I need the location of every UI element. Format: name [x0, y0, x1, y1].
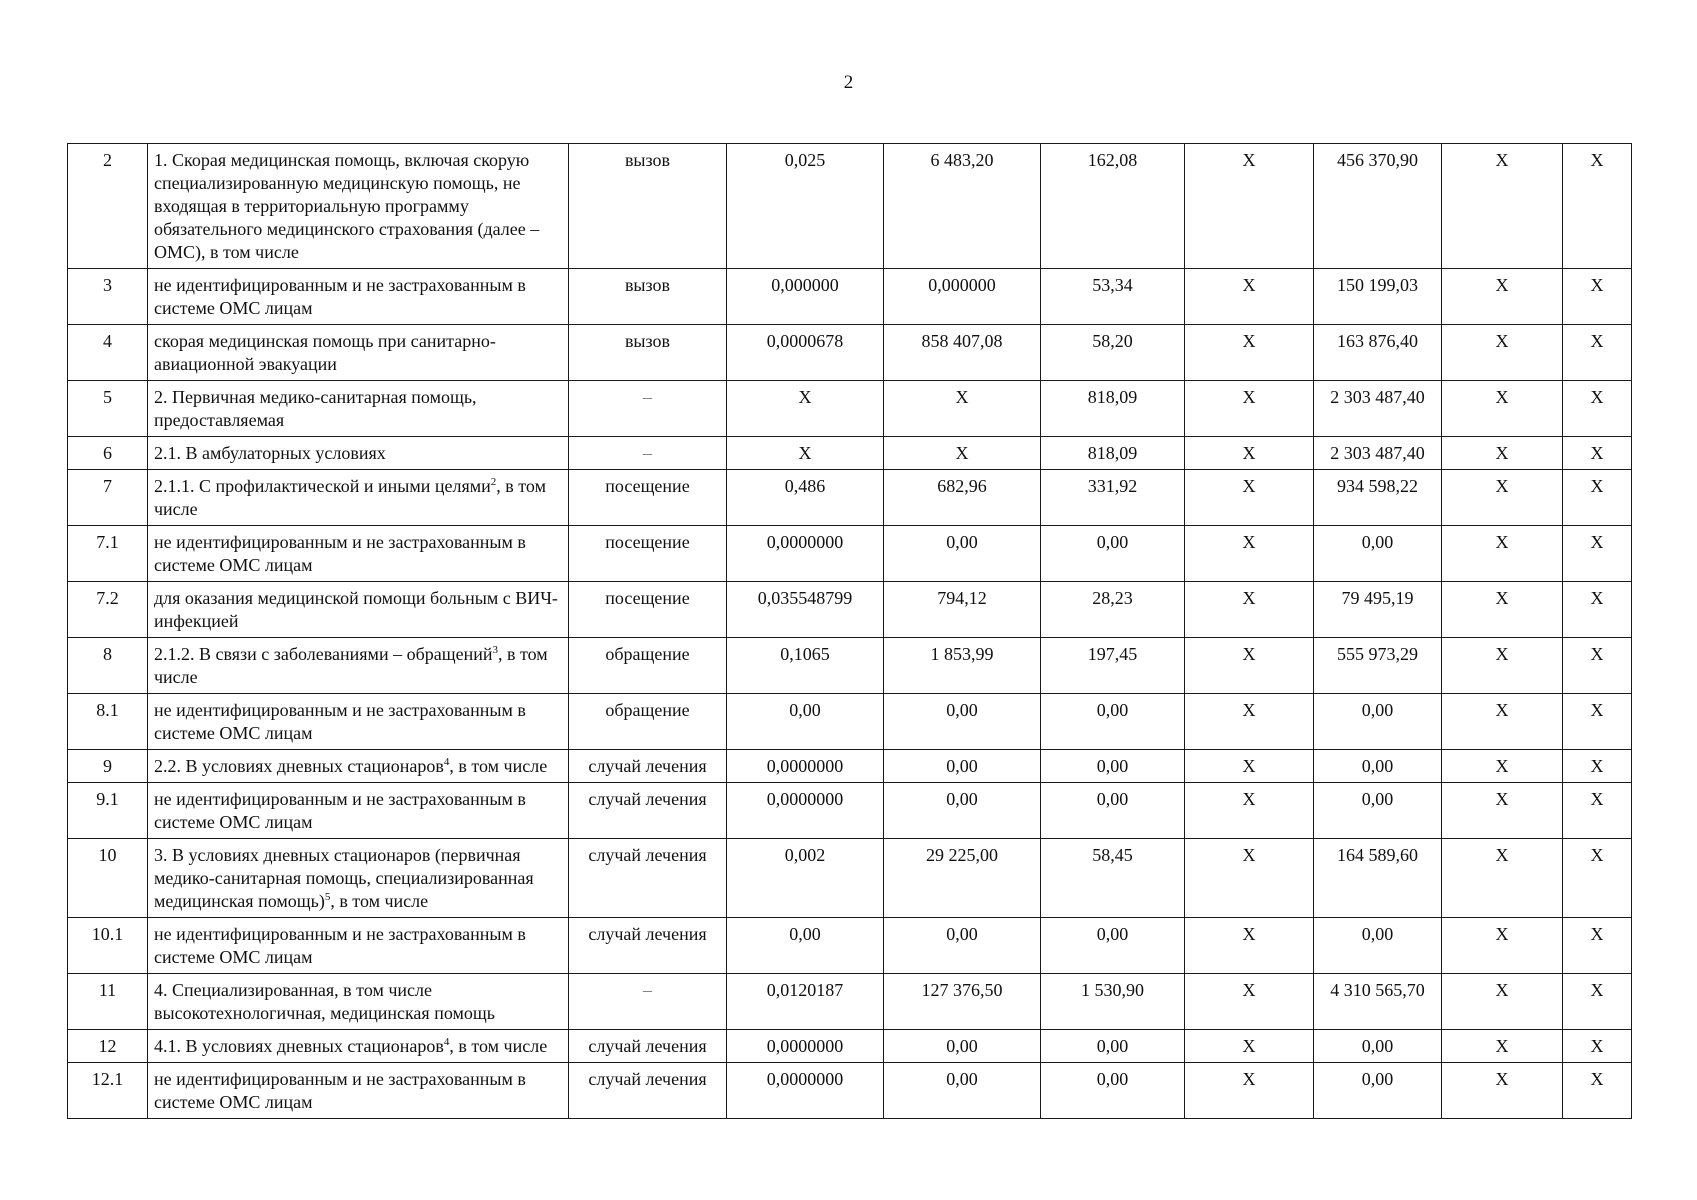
per-capita-cell: 0,00 — [1041, 918, 1185, 974]
unit-cell: – — [569, 437, 727, 470]
table-row — [68, 470, 1632, 526]
volume-cell: 0,002 — [727, 839, 884, 918]
description-cell — [148, 437, 569, 470]
description-cell — [148, 839, 569, 918]
description-text: 3. В условиях дневных стационаров (первичная медико-санитарная помощь, специализированная медицинская помощь) — [154, 845, 534, 911]
table-row — [68, 269, 1632, 325]
per-capita-oms-cell: X — [1185, 582, 1314, 638]
total-oms-cell: X — [1442, 1030, 1563, 1063]
table-row — [68, 1030, 1632, 1063]
total-budget-cell: 163 876,40 — [1314, 325, 1442, 381]
total-oms-cell: X — [1442, 974, 1563, 1030]
unit-cell: случай лечения — [569, 1063, 727, 1119]
per-capita-cell: 818,09 — [1041, 381, 1185, 437]
unit-cell: вызов — [569, 144, 727, 269]
total-oms-cell: X — [1442, 470, 1563, 526]
description-text: не идентифицированным и не застрахованным в системе ОМС лицам — [154, 700, 526, 743]
row-number-cell: 4 — [68, 325, 148, 381]
share-cell: X — [1563, 269, 1632, 325]
table-row — [68, 783, 1632, 839]
description-text: 2.1.1. С профилактической и иными целями — [154, 476, 491, 496]
description-cell — [148, 381, 569, 437]
row-number-cell: 7.2 — [68, 582, 148, 638]
volume-cell: 0,0000000 — [727, 783, 884, 839]
description-text: 2.1. В амбулаторных условиях — [154, 443, 386, 463]
description-cell — [148, 144, 569, 269]
share-cell: X — [1563, 325, 1632, 381]
total-oms-cell: X — [1442, 582, 1563, 638]
description-cell — [148, 750, 569, 783]
total-oms-cell: X — [1442, 437, 1563, 470]
unit-cell: случай лечения — [569, 918, 727, 974]
total-budget-cell: 934 598,22 — [1314, 470, 1442, 526]
per-capita-oms-cell: X — [1185, 1063, 1314, 1119]
total-budget-cell: 2 303 487,40 — [1314, 437, 1442, 470]
unit-cost-cell: 0,00 — [884, 526, 1041, 582]
row-number-cell: 3 — [68, 269, 148, 325]
per-capita-cell: 58,45 — [1041, 839, 1185, 918]
description-cell — [148, 470, 569, 526]
unit-cost-cell: 1 853,99 — [884, 638, 1041, 694]
unit-cost-cell: 0,00 — [884, 918, 1041, 974]
total-oms-cell: X — [1442, 526, 1563, 582]
per-capita-oms-cell: X — [1185, 638, 1314, 694]
footnote-ref: 4 — [443, 756, 450, 768]
unit-cost-cell: X — [884, 381, 1041, 437]
per-capita-cell: 331,92 — [1041, 470, 1185, 526]
description-text: 4.1. В условиях дневных стационаров — [154, 1036, 444, 1056]
per-capita-oms-cell: X — [1185, 1030, 1314, 1063]
per-capita-oms-cell: X — [1185, 269, 1314, 325]
unit-cell: обращение — [569, 638, 727, 694]
program-cost-table — [67, 143, 1632, 1119]
description-text: не идентифицированным и не застрахованным в системе ОМС лицам — [154, 924, 526, 967]
table-row — [68, 325, 1632, 381]
share-cell: X — [1563, 839, 1632, 918]
description-cell — [148, 783, 569, 839]
row-number-cell: 8.1 — [68, 694, 148, 750]
total-budget-cell: 555 973,29 — [1314, 638, 1442, 694]
description-cell — [148, 269, 569, 325]
total-oms-cell: X — [1442, 750, 1563, 783]
total-budget-cell: 150 199,03 — [1314, 269, 1442, 325]
share-cell: X — [1563, 1063, 1632, 1119]
description-cell — [148, 1063, 569, 1119]
description-text: 2.2. В условиях дневных стационаров — [154, 756, 444, 776]
total-budget-cell: 0,00 — [1314, 918, 1442, 974]
unit-cell: – — [569, 381, 727, 437]
volume-cell: 0,000000 — [727, 269, 884, 325]
total-budget-cell: 2 303 487,40 — [1314, 381, 1442, 437]
unit-cell: посещение — [569, 582, 727, 638]
share-cell: X — [1563, 974, 1632, 1030]
per-capita-cell: 0,00 — [1041, 783, 1185, 839]
total-oms-cell: X — [1442, 783, 1563, 839]
unit-cell: случай лечения — [569, 1030, 727, 1063]
per-capita-cell: 197,45 — [1041, 638, 1185, 694]
volume-cell: 0,486 — [727, 470, 884, 526]
unit-cell: случай лечения — [569, 839, 727, 918]
table-row — [68, 839, 1632, 918]
per-capita-oms-cell: X — [1185, 470, 1314, 526]
row-number-cell: 10.1 — [68, 918, 148, 974]
unit-cell: обращение — [569, 694, 727, 750]
unit-cost-cell: 127 376,50 — [884, 974, 1041, 1030]
table-row — [68, 918, 1632, 974]
unit-cost-cell: 0,00 — [884, 1030, 1041, 1063]
unit-cost-cell: 682,96 — [884, 470, 1041, 526]
table-body — [68, 144, 1632, 1119]
per-capita-oms-cell: X — [1185, 325, 1314, 381]
per-capita-cell: 818,09 — [1041, 437, 1185, 470]
table-row — [68, 437, 1632, 470]
description-tail: , в том числе — [154, 644, 548, 687]
total-oms-cell: X — [1442, 269, 1563, 325]
table-row — [68, 381, 1632, 437]
per-capita-cell: 1 530,90 — [1041, 974, 1185, 1030]
description-text: 4. Специализированная, в том числе высокотехнологичная, медицинская помощь — [154, 980, 495, 1023]
table-row — [68, 144, 1632, 269]
volume-cell: 0,0000000 — [727, 526, 884, 582]
per-capita-oms-cell: X — [1185, 144, 1314, 269]
unit-cost-cell: X — [884, 437, 1041, 470]
total-budget-cell: 0,00 — [1314, 1063, 1442, 1119]
row-number-cell: 8 — [68, 638, 148, 694]
per-capita-oms-cell: X — [1185, 839, 1314, 918]
description-text: 2. Первичная медико-санитарная помощь, предоставляемая — [154, 387, 477, 430]
total-oms-cell: X — [1442, 638, 1563, 694]
table-row — [68, 526, 1632, 582]
share-cell: X — [1563, 470, 1632, 526]
description-tail: , в том числе — [449, 1036, 548, 1056]
volume-cell: 0,0120187 — [727, 974, 884, 1030]
footnote-ref: 5 — [324, 891, 331, 903]
total-budget-cell: 0,00 — [1314, 1030, 1442, 1063]
per-capita-cell: 0,00 — [1041, 1063, 1185, 1119]
per-capita-cell: 0,00 — [1041, 1030, 1185, 1063]
share-cell: X — [1563, 144, 1632, 269]
per-capita-oms-cell: X — [1185, 381, 1314, 437]
description-cell — [148, 918, 569, 974]
description-text: не идентифицированным и не застрахованным в системе ОМС лицам — [154, 532, 526, 575]
description-cell — [148, 1030, 569, 1063]
unit-cell: случай лечения — [569, 750, 727, 783]
volume-cell: 0,035548799 — [727, 582, 884, 638]
row-number-cell: 7 — [68, 470, 148, 526]
total-oms-cell: X — [1442, 325, 1563, 381]
per-capita-cell: 0,00 — [1041, 750, 1185, 783]
row-number-cell: 12 — [68, 1030, 148, 1063]
table-row — [68, 582, 1632, 638]
share-cell: X — [1563, 582, 1632, 638]
description-cell — [148, 526, 569, 582]
row-number-cell: 9 — [68, 750, 148, 783]
footnote-ref: 3 — [492, 644, 498, 656]
volume-cell: 0,0000000 — [727, 750, 884, 783]
footnote-ref: 2 — [490, 476, 497, 488]
description-text: 2.1.2. В связи с заболеваниями – обращений — [154, 644, 493, 664]
volume-cell: 0,025 — [727, 144, 884, 269]
total-budget-cell: 456 370,90 — [1314, 144, 1442, 269]
unit-cost-cell: 0,000000 — [884, 269, 1041, 325]
description-text: 1. Скорая медицинская помощь, включая скорую специализированную медицинскую помощь, не входящая в территориальную программу обязательного медицинского страхования (далее – ОМС), в том числе — [154, 150, 540, 262]
volume-cell: 0,0000678 — [727, 325, 884, 381]
share-cell: X — [1563, 918, 1632, 974]
table-row — [68, 638, 1632, 694]
total-budget-cell: 0,00 — [1314, 783, 1442, 839]
per-capita-oms-cell: X — [1185, 437, 1314, 470]
table-row — [68, 974, 1632, 1030]
volume-cell: 0,0000000 — [727, 1030, 884, 1063]
description-tail: , в том числе — [449, 756, 548, 776]
volume-cell: 0,00 — [727, 694, 884, 750]
unit-cell: посещение — [569, 526, 727, 582]
row-number-cell: 2 — [68, 144, 148, 269]
unit-cell: вызов — [569, 325, 727, 381]
per-capita-cell: 53,34 — [1041, 269, 1185, 325]
share-cell: X — [1563, 526, 1632, 582]
unit-cost-cell: 6 483,20 — [884, 144, 1041, 269]
total-oms-cell: X — [1442, 144, 1563, 269]
unit-cell: – — [569, 974, 727, 1030]
per-capita-cell: 0,00 — [1041, 526, 1185, 582]
table-row — [68, 694, 1632, 750]
total-budget-cell: 0,00 — [1314, 526, 1442, 582]
per-capita-oms-cell: X — [1185, 918, 1314, 974]
volume-cell: 0,1065 — [727, 638, 884, 694]
unit-cost-cell: 0,00 — [884, 750, 1041, 783]
share-cell: X — [1563, 437, 1632, 470]
total-budget-cell: 0,00 — [1314, 750, 1442, 783]
page-number: 2 — [843, 72, 854, 93]
description-cell — [148, 694, 569, 750]
share-cell: X — [1563, 381, 1632, 437]
total-oms-cell: X — [1442, 694, 1563, 750]
per-capita-cell: 58,20 — [1041, 325, 1185, 381]
description-tail: , в том числе — [154, 476, 546, 519]
unit-cost-cell: 794,12 — [884, 582, 1041, 638]
row-number-cell: 12.1 — [68, 1063, 148, 1119]
description-cell — [148, 638, 569, 694]
per-capita-cell: 28,23 — [1041, 582, 1185, 638]
volume-cell: X — [727, 437, 884, 470]
row-number-cell: 10 — [68, 839, 148, 918]
unit-cell: вызов — [569, 269, 727, 325]
share-cell: X — [1563, 750, 1632, 783]
total-oms-cell: X — [1442, 381, 1563, 437]
total-oms-cell: X — [1442, 1063, 1563, 1119]
share-cell: X — [1563, 638, 1632, 694]
unit-cost-cell: 0,00 — [884, 694, 1041, 750]
row-number-cell: 7.1 — [68, 526, 148, 582]
table-row — [68, 750, 1632, 783]
total-oms-cell: X — [1442, 918, 1563, 974]
description-cell — [148, 582, 569, 638]
per-capita-oms-cell: X — [1185, 694, 1314, 750]
per-capita-cell: 0,00 — [1041, 694, 1185, 750]
unit-cost-cell: 0,00 — [884, 783, 1041, 839]
total-budget-cell: 0,00 — [1314, 694, 1442, 750]
row-number-cell: 5 — [68, 381, 148, 437]
description-text: не идентифицированным и не застрахованным в системе ОМС лицам — [154, 789, 526, 832]
per-capita-oms-cell: X — [1185, 974, 1314, 1030]
unit-cost-cell: 29 225,00 — [884, 839, 1041, 918]
total-budget-cell: 164 589,60 — [1314, 839, 1442, 918]
share-cell: X — [1563, 694, 1632, 750]
description-tail: , в том числе — [330, 891, 429, 911]
description-cell — [148, 325, 569, 381]
volume-cell: 0,00 — [727, 918, 884, 974]
description-text: скорая медицинская помощь при санитарно-авиационной эвакуации — [154, 331, 496, 374]
row-number-cell: 9.1 — [68, 783, 148, 839]
table-row — [68, 1063, 1632, 1119]
share-cell: X — [1563, 1030, 1632, 1063]
total-oms-cell: X — [1442, 839, 1563, 918]
description-text: не идентифицированным и не застрахованным в системе ОМС лицам — [154, 1069, 526, 1112]
description-text: для оказания медицинской помощи больным с ВИЧ-инфекцией — [154, 588, 558, 631]
row-number-cell: 11 — [68, 974, 148, 1030]
per-capita-oms-cell: X — [1185, 526, 1314, 582]
total-budget-cell: 79 495,19 — [1314, 582, 1442, 638]
per-capita-cell: 162,08 — [1041, 144, 1185, 269]
row-number-cell: 6 — [68, 437, 148, 470]
share-cell: X — [1563, 783, 1632, 839]
total-budget-cell: 4 310 565,70 — [1314, 974, 1442, 1030]
volume-cell: 0,0000000 — [727, 1063, 884, 1119]
description-text: не идентифицированным и не застрахованным в системе ОМС лицам — [154, 275, 526, 318]
footnote-ref: 4 — [443, 1036, 450, 1048]
per-capita-oms-cell: X — [1185, 783, 1314, 839]
per-capita-oms-cell: X — [1185, 750, 1314, 783]
unit-cell: случай лечения — [569, 783, 727, 839]
unit-cell: посещение — [569, 470, 727, 526]
unit-cost-cell: 0,00 — [884, 1063, 1041, 1119]
volume-cell: X — [727, 381, 884, 437]
unit-cost-cell: 858 407,08 — [884, 325, 1041, 381]
description-cell — [148, 974, 569, 1030]
